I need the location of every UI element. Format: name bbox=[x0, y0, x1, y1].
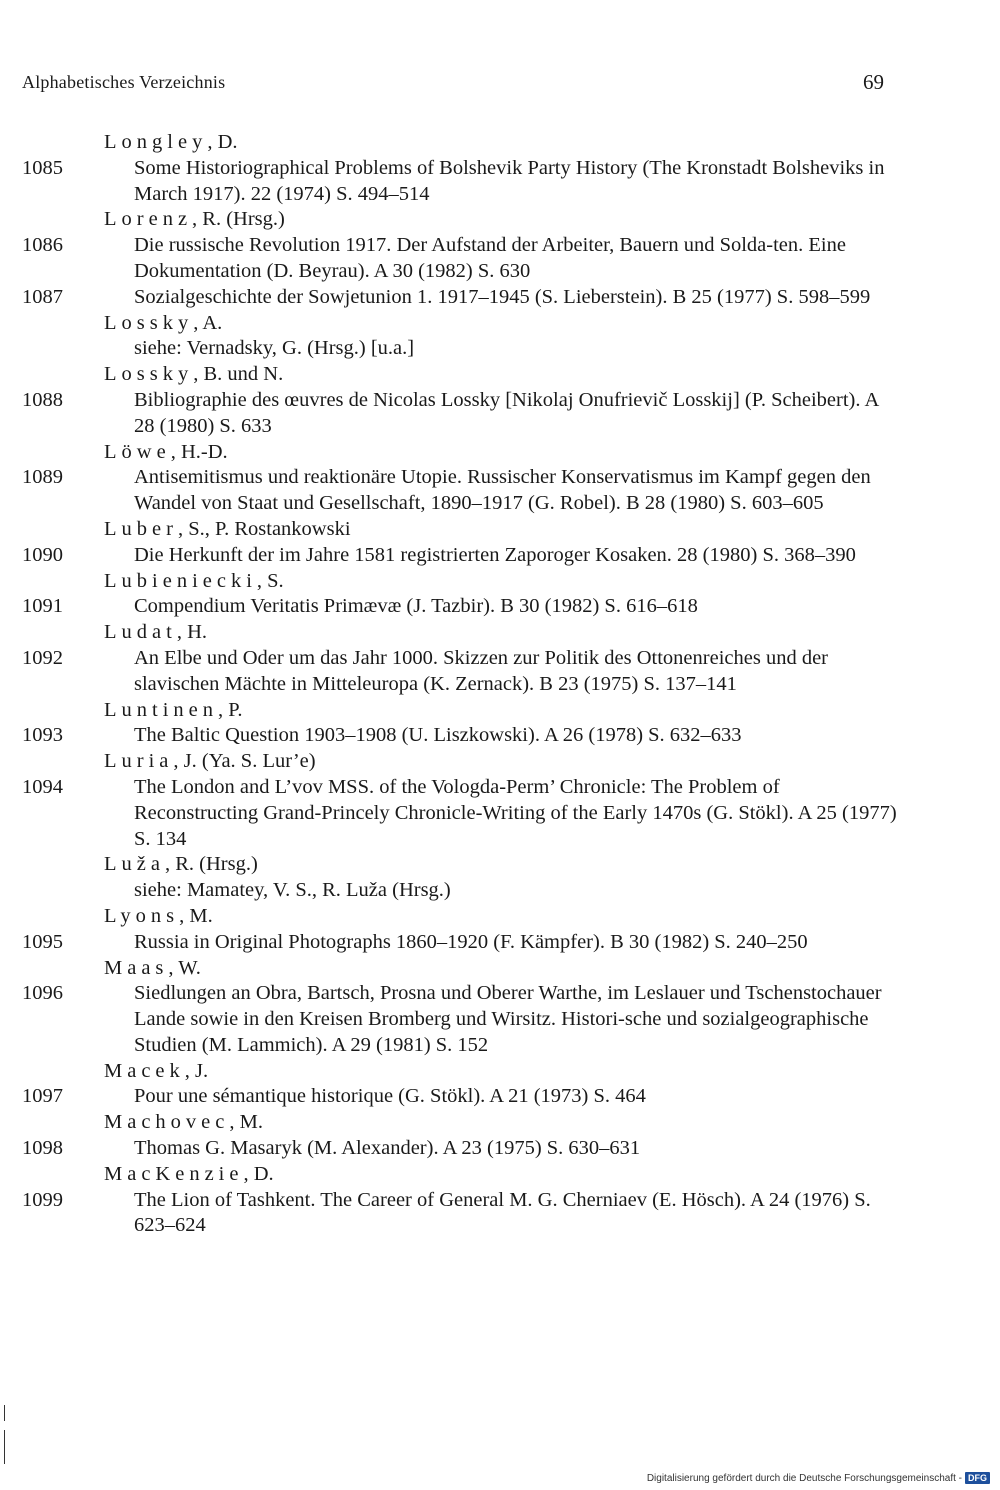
page-number: 69 bbox=[863, 70, 884, 94]
dfg-logo: DFG bbox=[965, 1472, 990, 1484]
entry-number: 1096 bbox=[22, 982, 63, 1005]
bibliography-entry bbox=[22, 465, 902, 517]
entry-text: Sozialgeschichte der Sowjetunion 1. 1917–1945 (S. Lieberstein). B 25 (1977) S. 598–599 bbox=[134, 285, 871, 308]
entry-text: The Lion of Tashkent. The Career of General M. G. Cherniaev (E. Hösch). A 24 (1976) S. 623–624 bbox=[134, 1188, 871, 1237]
entry-number: 1097 bbox=[22, 1085, 63, 1108]
cross-reference bbox=[22, 878, 902, 904]
entry-text: The Baltic Question 1903–1908 (U. Liszkowski). A 26 (1978) S. 632–633 bbox=[134, 724, 742, 747]
author-heading bbox=[22, 1059, 902, 1085]
entry-number: 1092 bbox=[22, 646, 63, 669]
bibliography-entry bbox=[22, 723, 902, 749]
entry-number: 1091 bbox=[22, 595, 63, 618]
author-surname: Lossky bbox=[104, 311, 194, 334]
author-heading bbox=[22, 440, 902, 466]
bibliography-entry bbox=[22, 233, 902, 285]
author-heading bbox=[22, 569, 902, 595]
cross-reference bbox=[22, 336, 902, 362]
author-heading bbox=[22, 362, 902, 388]
entry-number: 1087 bbox=[22, 285, 63, 308]
author-surname: Luntinen bbox=[104, 698, 219, 721]
author-heading bbox=[22, 904, 902, 930]
author-surname: Lyons bbox=[104, 904, 180, 927]
entry-text: Die Herkunft der im Jahre 1581 registrierten Zaporoger Kosaken. 28 (1980) S. 368–390 bbox=[134, 543, 856, 566]
author-initials: , D. bbox=[207, 131, 238, 153]
entry-text: Russia in Original Photographs 1860–1920 (F. Kämpfer). B 30 (1982) S. 240–250 bbox=[134, 930, 808, 953]
entry-text: Bibliographie des œuvres de Nicolas Lossky [Nikolaj Onufrievič Losskij] (P. Scheibert). A 28 (1980) S. 633 bbox=[134, 388, 879, 437]
author-surname: Longley bbox=[104, 131, 208, 153]
author-heading bbox=[22, 698, 902, 724]
entry-text: Compendium Veritatis Primævæ (J. Tazbir). B 30 (1982) S. 616–618 bbox=[134, 595, 698, 618]
bibliography-entry bbox=[22, 543, 902, 569]
author-heading bbox=[22, 749, 902, 775]
bibliography-entry bbox=[22, 930, 902, 956]
scan-margin-mark bbox=[4, 1430, 5, 1464]
entry-text: The London and L’vov MSS. of the Vologda-Perm’ Chronicle: The Problem of Reconstructing Grand-Princely Chronicle-Writing of the Early 1470s (G. Stökl). A 25 (1977) S. 134 bbox=[134, 775, 897, 850]
bibliography-entry bbox=[22, 646, 902, 698]
entry-text: Thomas G. Masaryk (M. Alexander). A 23 (1975) S. 630–631 bbox=[134, 1137, 641, 1160]
scan-margin-mark bbox=[4, 1405, 5, 1421]
author-surname: Maas bbox=[104, 956, 169, 979]
author-surname: Luber bbox=[104, 517, 178, 540]
entry-number: 1089 bbox=[22, 466, 63, 489]
author-initials: , J. (Ya. S. Lur’e) bbox=[173, 750, 316, 773]
author-heading bbox=[22, 130, 902, 156]
cross-reference-text: siehe: Mamatey, V. S., R. Luža (Hrsg.) bbox=[134, 879, 451, 902]
bibliography-entry bbox=[22, 156, 902, 208]
entry-text: An Elbe und Oder um das Jahr 1000. Skizzen zur Politik des Ottonenreiches und der slavischen Mächte in Mitteleuropa (K. Zernack). B 23 (1975) S. 137–141 bbox=[134, 646, 828, 695]
running-title: Alphabetisches Verzeichnis bbox=[22, 72, 226, 92]
author-surname: Luria bbox=[104, 750, 174, 773]
funding-credit: Digitalisierung gefördert durch die Deutsche Forschungsgemeinschaft - bbox=[646, 1472, 962, 1484]
author-heading bbox=[22, 852, 902, 878]
entry-number: 1088 bbox=[22, 388, 63, 411]
author-initials: , B. und N. bbox=[193, 363, 284, 386]
author-surname: MacKenzie bbox=[104, 1162, 244, 1185]
bibliography-entry bbox=[22, 1188, 902, 1240]
author-surname: Luža bbox=[104, 853, 165, 876]
author-heading bbox=[22, 311, 902, 337]
entry-text: Some Historiographical Problems of Bolshevik Party History (The Kronstadt Bolsheviks in March 1917). 22 (1974) S. 494–514 bbox=[134, 156, 885, 205]
author-surname: Macek bbox=[104, 1059, 185, 1082]
entry-text: Siedlungen an Obra, Bartsch, Prosna und Oberer Warthe, im Leslauer und Tschenstochauer Lande sowie in den Kreisen Bromberg und Wirsitz. Histori-sche und sozialgeographische Studien (M. Lammich). A 29 (1981) S. 152 bbox=[134, 982, 882, 1056]
bibliography-entry bbox=[22, 775, 902, 852]
bibliography-entry bbox=[22, 388, 902, 440]
author-initials: , M. bbox=[179, 904, 213, 927]
author-surname: Löwe bbox=[104, 440, 171, 463]
entry-text: Die russische Revolution 1917. Der Aufstand der Arbeiter, Bauern und Solda-ten. Eine Dokumentation (D. Beyrau). A 30 (1982) S. 630 bbox=[134, 234, 846, 282]
entry-number: 1095 bbox=[22, 930, 63, 953]
author-heading bbox=[22, 1162, 902, 1188]
author-initials: , M. bbox=[229, 1111, 263, 1134]
bibliography-list bbox=[22, 130, 902, 1239]
entry-number: 1099 bbox=[22, 1188, 63, 1211]
author-initials: , R. (Hrsg.) bbox=[164, 853, 258, 876]
bibliography-entry bbox=[22, 285, 902, 311]
author-heading bbox=[22, 956, 902, 982]
author-initials: , W. bbox=[168, 956, 201, 979]
entry-number: 1090 bbox=[22, 543, 63, 566]
entry-number: 1094 bbox=[22, 775, 63, 798]
entry-number: 1093 bbox=[22, 724, 63, 747]
cross-reference-text: siehe: Vernadsky, G. (Hrsg.) [u.a.] bbox=[134, 337, 415, 360]
bibliography-entry bbox=[22, 981, 902, 1058]
author-heading bbox=[22, 517, 902, 543]
author-initials: , D. bbox=[243, 1162, 274, 1185]
entry-number: 1085 bbox=[22, 156, 63, 179]
author-initials: , A. bbox=[193, 311, 223, 334]
author-initials: , R. (Hrsg.) bbox=[192, 208, 285, 231]
page-header bbox=[22, 72, 884, 100]
author-initials: , H. bbox=[176, 621, 208, 644]
author-initials: , J. bbox=[184, 1059, 209, 1082]
bibliography-entry bbox=[22, 1136, 902, 1162]
entry-text: Antisemitismus und reaktionäre Utopie. Russischer Konservatismus im Kampf gegen den Wandel von Staat und Gesellschaft, 1890–1917 (G. Robel). B 28 (1980) S. 603–605 bbox=[134, 466, 871, 515]
author-surname: Lossky bbox=[104, 363, 194, 386]
author-initials: , P. bbox=[218, 698, 243, 721]
author-surname: Lubieniecki bbox=[104, 569, 257, 592]
author-initials: , S. bbox=[256, 569, 284, 592]
author-heading bbox=[22, 207, 902, 233]
author-heading bbox=[22, 1110, 902, 1136]
author-surname: Lorenz bbox=[104, 208, 193, 231]
bibliography-entry bbox=[22, 1084, 902, 1110]
bibliography-entry bbox=[22, 594, 902, 620]
entry-text: Pour une sémantique historique (G. Stökl). A 21 (1973) S. 464 bbox=[134, 1085, 646, 1108]
author-surname: Ludat bbox=[104, 621, 177, 644]
author-surname: Machovec bbox=[104, 1111, 230, 1134]
author-initials: , H.-D. bbox=[170, 440, 228, 463]
digitization-footer bbox=[647, 1472, 990, 1484]
entry-number: 1098 bbox=[22, 1137, 63, 1160]
entry-number: 1086 bbox=[22, 234, 63, 257]
author-initials: , S., P. Rostankowski bbox=[177, 517, 351, 540]
author-heading bbox=[22, 620, 902, 646]
